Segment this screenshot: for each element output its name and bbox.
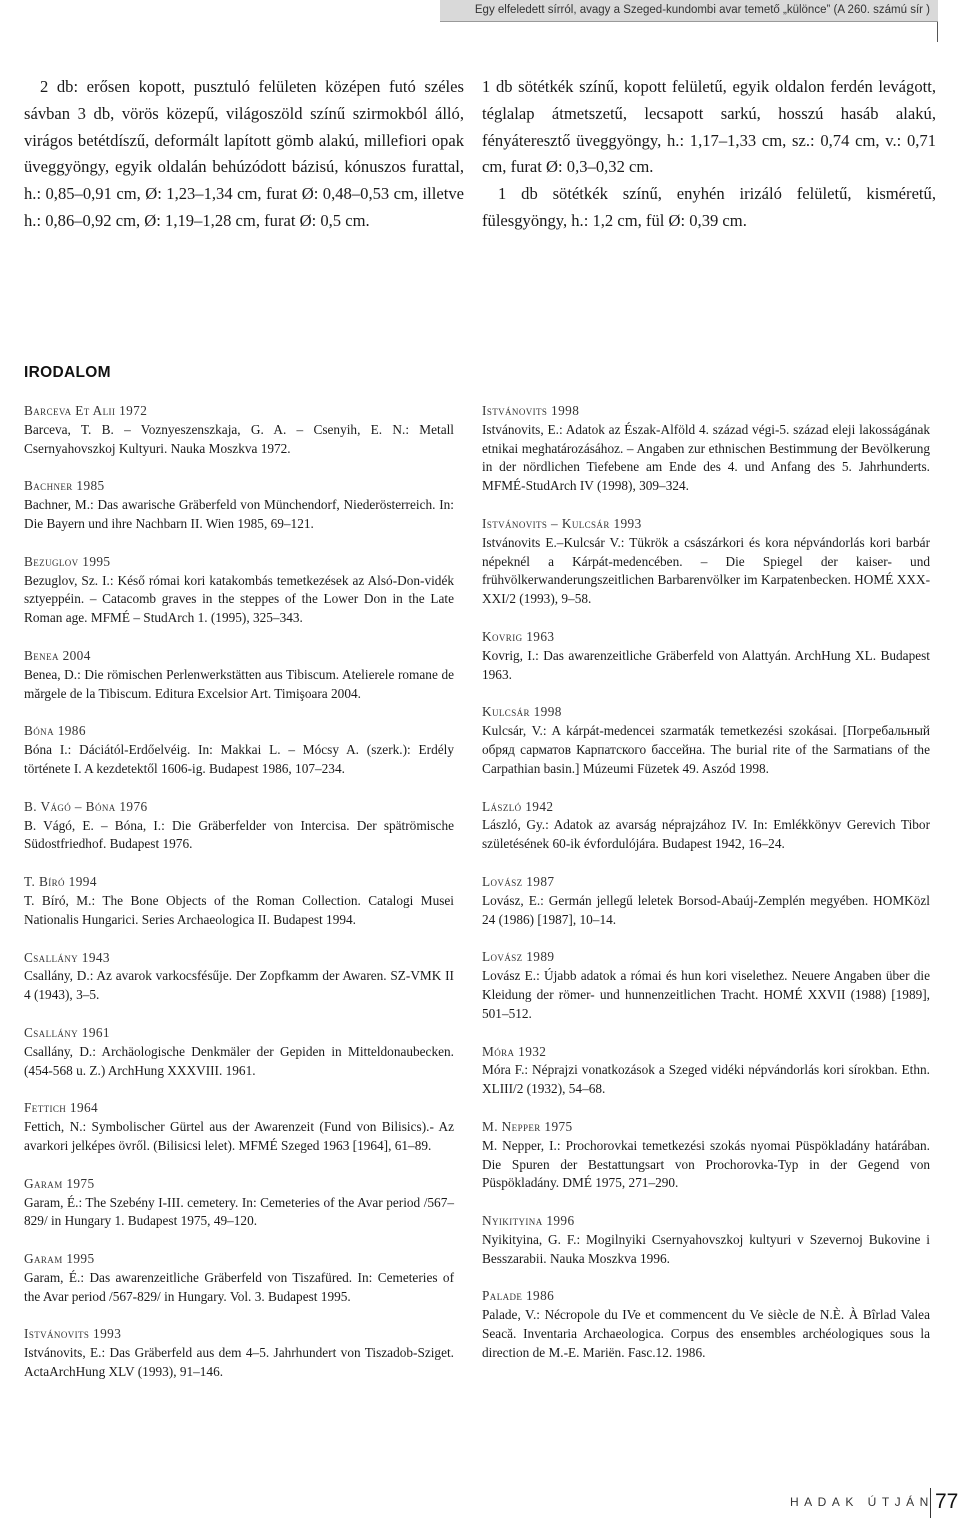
entry-text: Csallány, D.: Archäologische Denkmäler der Gepiden in Mitteldonaubecken. (454-568 u. Z.) ArchHung XXXVIII. 1961. [24,1043,454,1078]
bibliography-entry [24,722,454,778]
entry-key: Bezuglov 1995 [24,553,111,569]
entry-key: Istvánovits 1998 [482,403,580,418]
entry-text: Istvánovits E.–Kulcsár V.: Tükrök a császárkori és kora népvándorlás kori barbár népeknél a Kárpát-medencében. – Die Spiegel der kaiser- und frühvölkerwanderungszeitlichen Barbarenvölker im Karpatenbecken. HOMÉ XXX-XXI/2 (1993), 9–58. [482,534,930,607]
intro-paragraph: 1 db sötétkék színű, enyhén irizáló felületű, kisméretű, fülesgyöngy, h.: 1,2 cm, fül Ø: 0,39 cm. [482,184,936,230]
entry-key: Móra 1932 [482,1043,547,1059]
bibliography-entry [482,402,930,496]
bibliography-entry [24,949,454,1005]
entry-text: Barceva, T. B. – Voznyeszenszkaja, G. A. – Csenyih, E. N.: Metall Csernyahovszkoj Kultyuri. Nauka Moszkva 1972. [24,421,454,456]
entry-key: Garam 1975 [24,1175,95,1191]
entry-text: Fettich, N.: Symbolischer Gürtel aus der Awarenzeit (Fund von Bilisics).- Az avarkori jelképes övről. (Bilisicsi lelet). MFMÉ Szeged 1963 [1964], 61–89. [24,1119,454,1153]
entry-text: Garam, É.: The Szebény I-III. cemetery. In: Cemeteries of the Avar period /567–829/ in Hungary 1. Budapest 1975, 49–120. [24,1194,454,1229]
bibliography-entry [24,873,454,929]
entry-text: Istvánovits, E.: Adatok az Észak-Alföld 4. század végi-5. század eleji lakosságának etnikai meghatározásához. – Angaben zur ethnischen Bestimmung der Bevölkerung in der nördlichen Tiefebene am Ende des 4. und Anfang des 5. Jahrhunderts. MFMÉ-StudArch IV (1998), 309–324. [482,421,930,494]
entry-text: Bezuglov, Sz. I.: Késő római kori katakombás temetkezések az Alsó-Don-vidék sztyeppéin. – Catacomb graves in the steppes of the Lower Don in the Late Roman age. MFMÉ – StudArch 1. (1995), 325–343. [24,572,454,626]
intro-right-column [482,74,936,235]
entry-text: Csallány, D.: Az avarok varkocsfésűje. Der Zopfkamm der Awaren. SZ-VMK II 4 (1943), 3–5. [24,968,454,1003]
entry-text: Lovász, E.: Germán jellegű leletek Borsod-Abaúj-Zemplén megyében. HOMKözl 24 (1986) [1987], 10–14. [482,892,930,927]
entry-text: M. Nepper, I.: Prochorovkai temetkezési szokás nyomai Püspökladány határában. Die Spuren der Bestattungsart von Prochorovka-Typ in der Gegend von Püspökladány. DMÉ 1975, 271–290. [482,1137,930,1191]
running-head-rule [937,22,938,42]
bibliography-entry [24,1175,454,1231]
entry-key: Garam 1995 [24,1251,95,1267]
bibliography-entry [482,1118,930,1193]
entry-key: Palade 1986 [482,1288,555,1304]
entry-text: Lovász E.: Újabb adatok a római és hun kori viselethez. Neuere Angaben über die Kleidung der römer- und hunnenzeitlichen Tracht. HOMÉ XXVII (1988) [1989], 501–512. [482,968,930,1021]
bibliography-right-column [482,402,930,1382]
entry-key: T. Bíró 1994 [24,874,97,890]
entry-key: M. Nepper 1975 [482,1118,573,1134]
entry-text: Móra F.: Néprajzi vonatkozások a Szeged vidéki népvándorlás kori sírokban. Ethn. XLIII/2 (1932), 54–68. [482,1062,930,1097]
entry-text: Garam, É.: Das awarenzeitliche Gräberfeld von Tiszafüred. In: Cemeteries of the Avar period /567-829/ in Hungary. Vol. 3. Budapest 1995. [24,1269,454,1304]
entry-text: T. Bíró, M.: The Bone Objects of the Roman Collection. Catalogi Musei Nationalis Hungarici. Series Archaeologica II. Budapest 1994. [24,892,454,927]
entry-key: Lovász 1987 [482,873,555,889]
bibliography-entry [482,628,930,684]
bibliography-entry [24,1250,454,1306]
entry-text: Palade, V.: Nécropole du IVe et commencent du Ve siècle de N.È. À Bîrlad Valea Seacă. Inventaria Archaeologica. Corpus des ensembles archéologiques sous la direction de M.-E. Mariën. Fasc.12. 1986. [482,1307,930,1360]
entry-text: László, Gy.: Adatok az avarság néprajzához IV. In: Emlékkönyv Gerevich Tibor születésének 60-ik évfordulójára. Budapest 1942, 16–24. [482,817,930,852]
bibliography-entry [24,477,454,533]
entry-text: Bóna I.: Dáciától-Erdőelvéig. In: Makkai L. – Mócsy A. (szerk.): Erdély története I. A kezdetektől 1606-ig. Budapest 1986, 107–234. [24,742,454,776]
entry-key: Kulcsár 1998 [482,704,562,720]
entry-text: B. Vágó, E. – Bóna, I.: Die Gräberfelder von Intercisa. Der spätrömische Südostfriedhof. Budapest 1976. [24,817,454,852]
entry-text: Kulcsár, V.: A kárpát-medencei szarmaták temetkezési szokásai. [Погребальный обряд сарматов Карпатского бассейна. The burial rite of the Sarmatians of the Carpathian basin.] Múzeumi Füzetek 49. Aszód 1998. [482,723,930,776]
entry-key: Benea 2004 [24,647,91,663]
intro-left-column [24,74,464,235]
entry-text: Istvánovits, E.: Das Gräberfeld aus dem 4–5. Jahrhundert von Tiszadob-Sziget. ActaArchHung XLV (1993), 91–146. [24,1345,454,1380]
bibliography-entry [482,703,930,778]
entry-text: Bachner, M.: Das awarische Gräberfeld von Münchendorf, Niederösterreich. In: Die Bayern und ihre Nachbarn II. Wien 1985, 69–121. [24,497,454,531]
section-heading: IRODALOM [24,364,111,381]
journal-title: HADAK ÚTJÁN [790,1495,934,1509]
bibliography-entry [24,1099,454,1155]
bibliography-entry [24,1024,454,1080]
bibliography-entry [24,798,454,854]
bibliography-entry [482,798,930,854]
bibliography-entry [24,553,454,628]
bibliography-entry [482,515,930,609]
entry-key: Istvánovits – Kulcsár 1993 [482,515,642,531]
entry-text: Benea, D.: Die römischen Perlenwerkstätten aus Tibiscum. Atelierele romane de mărgele de la Tibiscum. Editura Excelsior Art. Timişoara 2004. [24,666,454,701]
entry-key: Lovász 1989 [482,949,555,965]
bibliography-entry [482,873,930,929]
bibliography-entry [482,1287,930,1362]
entry-key: László 1942 [482,798,554,814]
entry-text: Kovrig, I.: Das awarenzeitliche Gräberfeld von Alattyán. ArchHung XL. Budapest 1963. [482,647,930,682]
entry-key: Barceva Et Alii 1972 [24,403,148,418]
entry-key: Kovrig 1963 [482,628,555,644]
bibliography-entry [24,647,454,703]
bibliography-entry [482,1043,930,1099]
intro-paragraph: 2 db: erősen kopott, pusztuló felületen középen futó széles sávban 3 db, vörös közepű, világoszöld színű szirmokból álló, virágos betétdíszű, deformált lapított gömb alakú, millefiori opak üveggyöngy, egyik oldalán behúzódott bázisú, kónuszos furattal, h.: 0,85–0,91 cm, Ø: 1,23–1,34 cm, furat Ø: 0,48–0,53 cm, illetve h.: 0,86–0,92 cm, Ø: 1,19–1,28 cm, furat Ø: 0,5 cm. [24,77,464,230]
page-number: 77 [935,1490,959,1513]
running-head: Egy elfeledett sírról, avagy a Szeged-kundombi avar temető „különce” (A 260. számú sír ) [440,0,938,22]
entry-key: Fettich 1964 [24,1100,99,1116]
bibliography-entry [24,402,454,458]
bibliography-entry [24,1325,454,1381]
bibliography-left-column [24,402,454,1401]
entry-key: Nyikityina 1996 [482,1213,575,1229]
entry-key: Csallány 1961 [24,1024,110,1040]
entry-key: Bachner 1985 [24,478,105,494]
entry-key: Bóna 1986 [24,723,86,739]
bibliography-entry [482,948,930,1023]
entry-key: Csallány 1943 [24,949,110,965]
intro-paragraph: 1 db sötétkék színű, kopott felületű, egyik oldalon ferdén levágott, téglalap átmetszetű, lecsapott sarkú, hosszú hasáb alakú, fényáteresztő üveggyöngy, h.: 1,17–1,33 cm, sz.: 0,74 cm, v.: 0,71 cm, furat Ø: 0,3–0,32 cm. [482,77,936,177]
entry-key: B. Vágó – Bóna 1976 [24,798,148,814]
bibliography-entry [482,1212,930,1268]
entry-text: Nyikityina, G. F.: Mogilnyiki Csernyahovszkoj kultyuri v Szevernoj Bukovine i Besszarabii. Nauka Moszkva 1996. [482,1231,930,1266]
entry-key: Istvánovits 1993 [24,1326,122,1342]
